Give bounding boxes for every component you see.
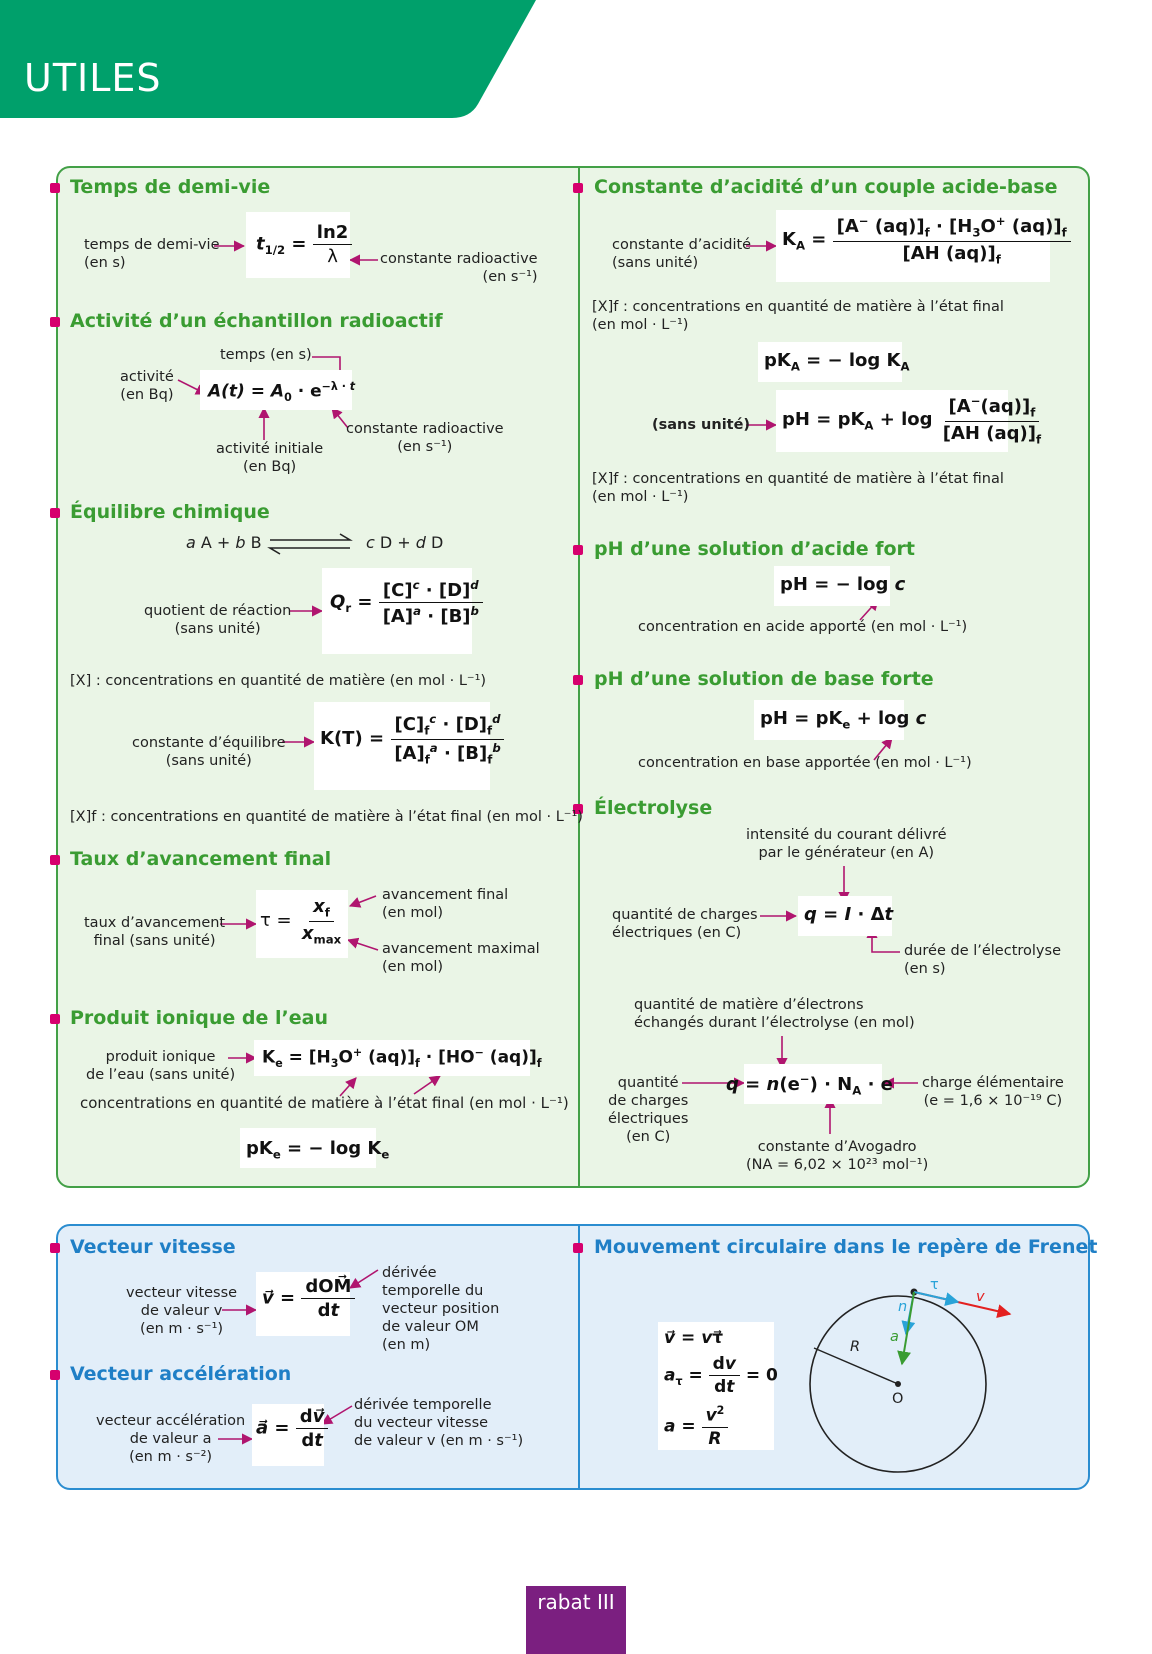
label-R: R <box>850 1339 861 1355</box>
formula-k: K(T) = $\frac{[C]_f^c \cdot [D]_f^d}{[A]_f^a \cdot [B]_f^b}$ <box>320 712 505 766</box>
formula-pka: $pK_A$ = − $\log K_A$ <box>764 350 910 374</box>
title-vecteur-vitesse: Vecteur vitesse <box>70 1236 236 1258</box>
label-constante-radioactive: constante radioactive (en s⁻¹) <box>380 251 538 285</box>
formula-frenet-an: a = $\frac{v^2}{R}$ <box>664 1404 728 1449</box>
formula-pke: $pK_e$ = − $\log K_e$ <box>246 1138 390 1162</box>
formula-acceleration: a⃗ = $\frac{dv⃗}{dt}$ <box>256 1406 328 1451</box>
label-quotient-reaction: quotient de réaction (sans unité) <box>144 603 292 637</box>
formula-frenet-at: $a_\tau$ = $\frac{dv}{dt}$ = 0 <box>664 1354 778 1397</box>
note-concentrations: [X] : concentrations en quantité de matière (en mol · L⁻¹) <box>70 673 487 689</box>
formula-acide-fort: pH = − log c <box>780 574 906 595</box>
label-avancement-maximal: avancement maximal (en mol) <box>382 941 540 975</box>
formula-ke: $K_e = [H_3O^+$ $(aq)]_f \cdot [HO^-$ $(aq)]_f$ <box>262 1046 542 1071</box>
label-taux-avancement: taux d’avancement final (sans unité) <box>84 915 226 949</box>
title-produit-ionique: Produit ionique de l’eau <box>70 1007 328 1029</box>
label-tau: τ <box>930 1277 939 1293</box>
label-acide-fort: concentration en acide apporté (en mol · L⁻¹) <box>638 619 968 635</box>
note-acidite-concentrations-2: [X]f : concentrations en quantité de matière à l’état final (en mol · L⁻¹) <box>592 471 1004 505</box>
title-constante-acidite: Constante d’acidité d’un couple acide-base <box>594 176 1058 198</box>
formula-qr: $Q_r$ = $\frac{[C]^c \cdot [D]^d}{[A]^a \cdot [B]^b}$ <box>330 578 483 627</box>
label-temps: temps (en s) <box>220 347 312 363</box>
label-constante-radioactive-2: constante radioactive (en s⁻¹) <box>346 421 504 455</box>
label-demi-vie: temps de demi-vie (en s) <box>84 237 220 271</box>
formula-q: q = I · Δt <box>804 904 894 925</box>
title-activite: Activité d’un échantillon radioactif <box>70 310 443 332</box>
note-concentrations-final: [X]f : concentrations en quantité de matière à l’état final (en mol · L⁻¹) <box>70 809 583 825</box>
label-O: O <box>892 1391 904 1407</box>
label-vecteur-vitesse: vecteur vitesse de valeur v (en m · s⁻¹) <box>126 1285 238 1337</box>
formula-activite: $A(t) = A_0 \cdot e^{-\lambda \cdot t}$ <box>208 380 356 405</box>
label-quantite-charges: quantité de charges électriques (en C) <box>612 907 758 941</box>
page-title: UTILES <box>24 56 162 100</box>
label-a: a <box>890 1329 899 1345</box>
note-acidite-concentrations: [X]f : concentrations en quantité de matière à l’état final (en mol · L⁻¹) <box>592 299 1004 333</box>
title-base-forte: pH d’une solution de base forte <box>594 668 934 690</box>
label-base-forte: concentration en base apportée (en mol · L⁻¹) <box>638 755 972 771</box>
label-intensite: intensité du courant délivré par le générateur (en A) <box>746 827 947 861</box>
title-acide-fort: pH d’une solution d’acide fort <box>594 538 915 560</box>
label-quantite-charges-2: quantité de charges électriques (en C) <box>608 1075 689 1145</box>
formula-frenet-v: v⃗ = vτ⃗ <box>664 1328 724 1348</box>
label-constante-acidite: constante d’acidité (sans unité) <box>612 237 752 271</box>
formula-demi-vie: $t_{1/2}$ = $\frac{\ln 2}{\lambda}$ <box>256 222 352 267</box>
label-duree: durée de l’électrolyse (en s) <box>904 943 1061 977</box>
label-derivee-position: dérivée temporelle du vecteur position de valeur OM (en m) <box>382 1265 500 1353</box>
title-taux-avancement: Taux d’avancement final <box>70 848 332 870</box>
title-demi-vie: Temps de demi-vie <box>70 176 271 198</box>
label-vecteur-acceleration: vecteur accélération de valeur a (en m · s⁻²) <box>96 1413 246 1465</box>
label-avogadro: constante d’Avogadro (NA = 6,02 × 10²³ mol⁻¹) <box>746 1139 929 1173</box>
label-ph-sans-unite: (sans unité) <box>652 417 751 433</box>
formula-ka: $K_A$ = $\frac{[A^- (aq)]_f \cdot [H_3O^+ (aq)]_f}{[AH (aq)]_f}$ <box>782 214 1071 266</box>
title-equilibre: Équilibre chimique <box>70 501 270 523</box>
label-quantite-electrons: quantité de matière d’électrons échangés durant l’électrolyse (en mol) <box>634 997 915 1031</box>
reaction-left: a A + b B <box>186 533 262 552</box>
footer-text: rabat III <box>537 1590 615 1614</box>
label-activite: activité (en Bq) <box>120 369 174 403</box>
formula-taux: τ = $\frac{x_f}{x_{max}}$ <box>260 896 342 947</box>
label-activite-initiale: activité initiale (en Bq) <box>216 441 324 475</box>
title-vecteur-acceleration: Vecteur accélération <box>70 1363 292 1385</box>
label-v: v <box>976 1289 985 1305</box>
label-derivee-vitesse: dérivée temporelle du vecteur vitesse de valeur v (en m · s⁻¹) <box>354 1397 524 1449</box>
label-concentrations-eau: concentrations en quantité de matière à l’état final (en mol · L⁻¹) <box>80 1094 569 1112</box>
label-constante-equilibre: constante d’équilibre (sans unité) <box>132 735 286 769</box>
formula-base-forte: pH = $pK_e + \log c$ <box>760 708 927 732</box>
label-n: n <box>898 1299 908 1315</box>
title-frenet: Mouvement circulaire dans le repère de Frenet <box>594 1236 1098 1258</box>
formula-q2: $q = n(e^-) \cdot N_A \cdot e$ <box>726 1072 893 1098</box>
reaction-right: c D + d D <box>366 533 444 552</box>
label-produit-ionique: produit ionique de l’eau (sans unité) <box>86 1049 236 1083</box>
formula-vitesse: v⃗ = $\frac{\text{dOM⃗}}{dt}$ <box>262 1276 355 1321</box>
label-charge-elementaire: charge élémentaire (e = 1,6 × 10⁻¹⁹ C) <box>922 1075 1064 1109</box>
title-electrolyse: Électrolyse <box>594 797 713 819</box>
label-avancement-final: avancement final (en mol) <box>382 887 509 921</box>
formula-ph-henderson: pH = $pK_A + \log$ $\frac{[A^-(aq)]_f}{[AH (aq)]_f}$ <box>782 394 1042 447</box>
frenet-diagram <box>810 1289 1010 1473</box>
